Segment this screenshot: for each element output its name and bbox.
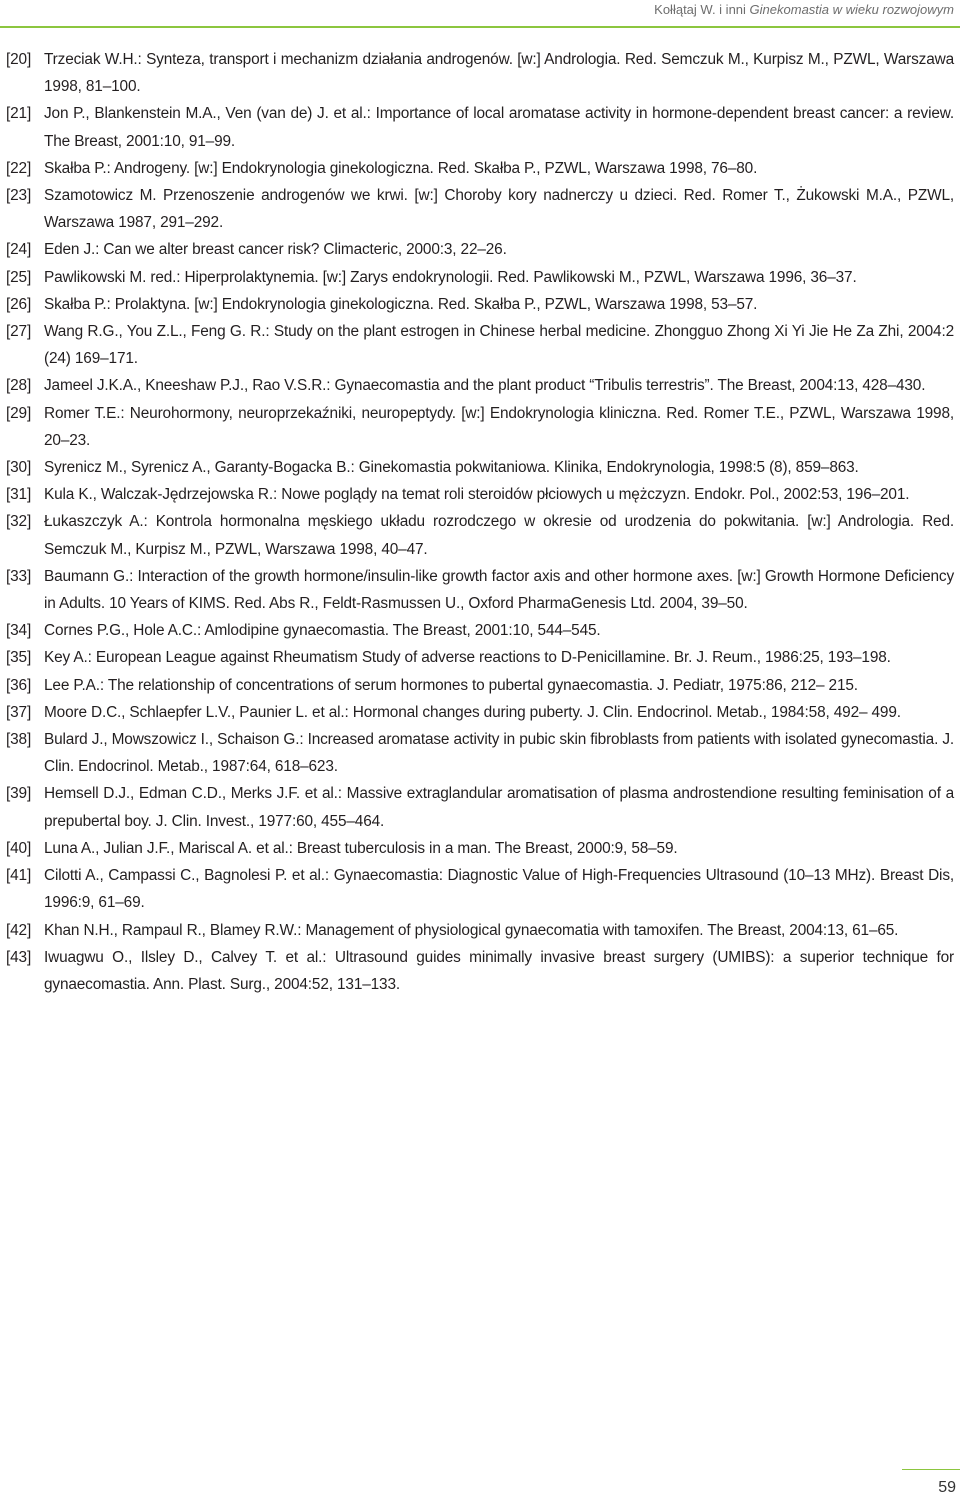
- reference-text: Skałba P.: Prolaktyna. [w:] Endokrynologia ginekologiczna. Red. Skałba P., PZWL, Warszawa 1998, 53–57.: [44, 295, 758, 313]
- reference-number: [31]: [6, 486, 32, 504]
- header-rule: [0, 26, 960, 28]
- reference-number: [43]: [6, 948, 32, 966]
- reference-text: Luna A., Julian J.F., Mariscal A. et al.: Breast tuberculosis in a man. The Breast, 2000:9, 58–59.: [44, 839, 678, 857]
- reference-number: [20]: [6, 51, 32, 68]
- reference-item: [6, 699, 954, 726]
- reference-text: Eden J.: Can we alter breast cancer risk? Climacteric, 2000:3, 22–26.: [44, 241, 507, 259]
- page-number: 59: [938, 1479, 956, 1496]
- reference-item: [6, 862, 954, 916]
- reference-item: [6, 617, 954, 644]
- reference-text: Skałba P.: Androgeny. [w:] Endokrynologia ginekologiczna. Red. Skałba P., PZWL, Warszawa 1998, 76–80.: [44, 159, 758, 177]
- reference-text: Jameel J.K.A., Kneeshaw P.J., Rao V.S.R.: Gynaecomastia and the plant product “Tribulis terrestris”. The Breast, 2004:13, 428–430.: [44, 377, 926, 395]
- reference-item: [6, 672, 954, 699]
- reference-text: Kula K., Walczak-Jędrzejowska R.: Nowe poglądy na temat roli steroidów płciowych u mężczyzn. Endokr. Pol., 2002:53, 196–201.: [44, 486, 910, 504]
- reference-text: Khan N.H., Rampaul R., Blamey R.W.: Management of physiological gynaecomatia with tamoxifen. The Breast, 2004:13, 61–65.: [44, 921, 899, 939]
- reference-number: [34]: [6, 622, 32, 640]
- reference-text: Hemsell D.J., Edman C.D., Merks J.F. et al.: Massive extraglandular aromatisation of plasma androstendione resulting feminisation of a prepubertal boy. J. Clin. Invest., 1977:60, 455–464.: [44, 785, 954, 830]
- reference-text: Cornes P.G., Hole A.C.: Amlodipine gynaecomastia. The Breast, 2001:10, 544–545.: [44, 622, 601, 640]
- reference-text: Szamotowicz M. Przenoszenie androgenów we krwi. [w:] Choroby kory nadnerczy u dzieci. Red. Romer T., Żukowski M.A., PZWL, Warszawa 1987, 291–292.: [44, 187, 954, 232]
- reference-item: [6, 481, 954, 508]
- reference-text: Cilotti A., Campassi C., Bagnolesi P. et al.: Gynaecomastia: Diagnostic Value of High-Frequencies Ultrasound (10–13 MHz). Breast Dis, 1996:9, 61–69.: [44, 867, 954, 912]
- reference-item: [6, 46, 954, 100]
- reference-text: Bulard J., Mowszowicz I., Schaison G.: Increased aromatase activity in pubic skin fibroblasts from patients with isolated gynecomastia. J. Clin. Endocrinol. Metab., 1987:64, 618–623.: [44, 731, 954, 776]
- reference-number: [41]: [6, 867, 32, 885]
- reference-item: [6, 264, 954, 291]
- reference-item: [6, 454, 954, 481]
- reference-text: Baumann G.: Interaction of the growth hormone/insulin-like growth factor axis and other hormone axes. [w:] Growth Hormone Deficiency in Adults. 10 Years of KIMS. Red. Abs R., Feldt-Rasmussen U., Oxford PharmaGenesis Ltd. 2004, 39–50.: [44, 567, 954, 613]
- running-header: [654, 2, 954, 17]
- reference-text: Syrenicz M., Syrenicz A., Garanty-Bogacka B.: Ginekomastia pokwitaniowa. Klinika, Endokrynologia, 1998:5 (8), 859–863.: [44, 459, 859, 477]
- reference-item: [6, 917, 954, 944]
- reference-number: [39]: [6, 785, 32, 803]
- reference-number: [24]: [6, 241, 32, 259]
- reference-item: [6, 291, 954, 318]
- running-header-authors: Kołłątaj W. i inni: [654, 2, 746, 17]
- reference-number: [40]: [6, 839, 32, 857]
- reference-number: [32]: [6, 513, 32, 531]
- reference-number: [30]: [6, 459, 32, 477]
- reference-number: [38]: [6, 731, 32, 749]
- reference-number: [33]: [6, 567, 32, 585]
- reference-item: [6, 400, 954, 454]
- reference-number: [29]: [6, 404, 32, 422]
- reference-item: [6, 100, 954, 154]
- reference-item: [6, 236, 954, 263]
- reference-text: Wang R.G., You Z.L., Feng G. R.: Study on the plant estrogen in Chinese herbal medicine. Zhongguo Zhong Xi Yi Jie He Za Zhi, 2004:2 (24) 169–171.: [44, 323, 954, 368]
- reference-number: [21]: [6, 105, 32, 123]
- reference-item: [6, 563, 954, 617]
- reference-number: [22]: [6, 159, 32, 177]
- reference-item: [6, 780, 954, 834]
- reference-item: [6, 372, 954, 399]
- reference-item: [6, 155, 954, 182]
- reference-item: [6, 944, 954, 998]
- reference-text: Lee P.A.: The relationship of concentrations of serum hormones to pubertal gynaecomastia. J. Pediatr, 1975:86, 212– 215.: [44, 676, 858, 694]
- reference-number: [26]: [6, 295, 32, 313]
- reference-item: [6, 508, 954, 562]
- reference-item: [6, 182, 954, 236]
- reference-text: Trzeciak W.H.: Synteza, transport i mechanizm działania androgenów. [w:] Andrologia. Red. Semczuk M., Kurpisz M., PZWL, Warszawa 1998, 81–100.: [44, 51, 954, 96]
- reference-number: [36]: [6, 676, 32, 694]
- reference-item: [6, 644, 954, 671]
- footer-rule: [902, 1469, 960, 1470]
- reference-text: Jon P., Blankenstein M.A., Ven (van de) J. et al.: Importance of local aromatase activity in hormone-dependent breast cancer: a review. The Breast, 2001:10, 91–99.: [44, 105, 954, 150]
- reference-number: [28]: [6, 377, 32, 395]
- reference-number: [42]: [6, 921, 32, 939]
- reference-text: Romer T.E.: Neurohormony, neuroprzekaźniki, neuropeptydy. [w:] Endokrynologia kliniczna. Red. Romer T.E., PZWL, Warszawa 1998, 20–23.: [44, 404, 954, 449]
- reference-item: [6, 726, 954, 780]
- reference-text: Key A.: European League against Rheumatism Study of adverse reactions to D-Penicillamine. Br. J. Reum., 1986:25, 193–198.: [44, 649, 891, 667]
- reference-number: [23]: [6, 187, 32, 205]
- reference-text: Iwuagwu O., Ilsley D., Calvey T. et al.: Ultrasound guides minimally invasive breast surgery (UMIBS): a superior technique for gynaecomastia. Ann. Plast. Surg., 2004:52, 131–133.: [44, 948, 954, 993]
- reference-item: [6, 318, 954, 372]
- reference-number: [25]: [6, 268, 32, 286]
- reference-number: [27]: [6, 323, 32, 341]
- reference-number: [37]: [6, 703, 32, 721]
- reference-list: [6, 46, 954, 998]
- running-header-title: Ginekomastia w wieku rozwojowym: [749, 2, 954, 17]
- reference-text: Pawlikowski M. red.: Hiperprolaktynemia. [w:] Zarys endokrynologii. Red. Pawlikowski M., PZWL, Warszawa 1996, 36–37.: [44, 268, 857, 286]
- reference-number: [35]: [6, 649, 32, 667]
- reference-text: Łukaszczyk A.: Kontrola hormonalna męskiego układu rozrodczego w okresie od urodzenia do pokwitania. [w:] Andrologia. Red. Semczuk M., Kurpisz M., PZWL, Warszawa 1998, 40–47.: [44, 513, 954, 558]
- reference-text: Moore D.C., Schlaepfer L.V., Paunier L. et al.: Hormonal changes during puberty. J. Clin. Endocrinol. Metab., 1984:58, 492– 499.: [44, 703, 901, 721]
- reference-item: [6, 835, 954, 862]
